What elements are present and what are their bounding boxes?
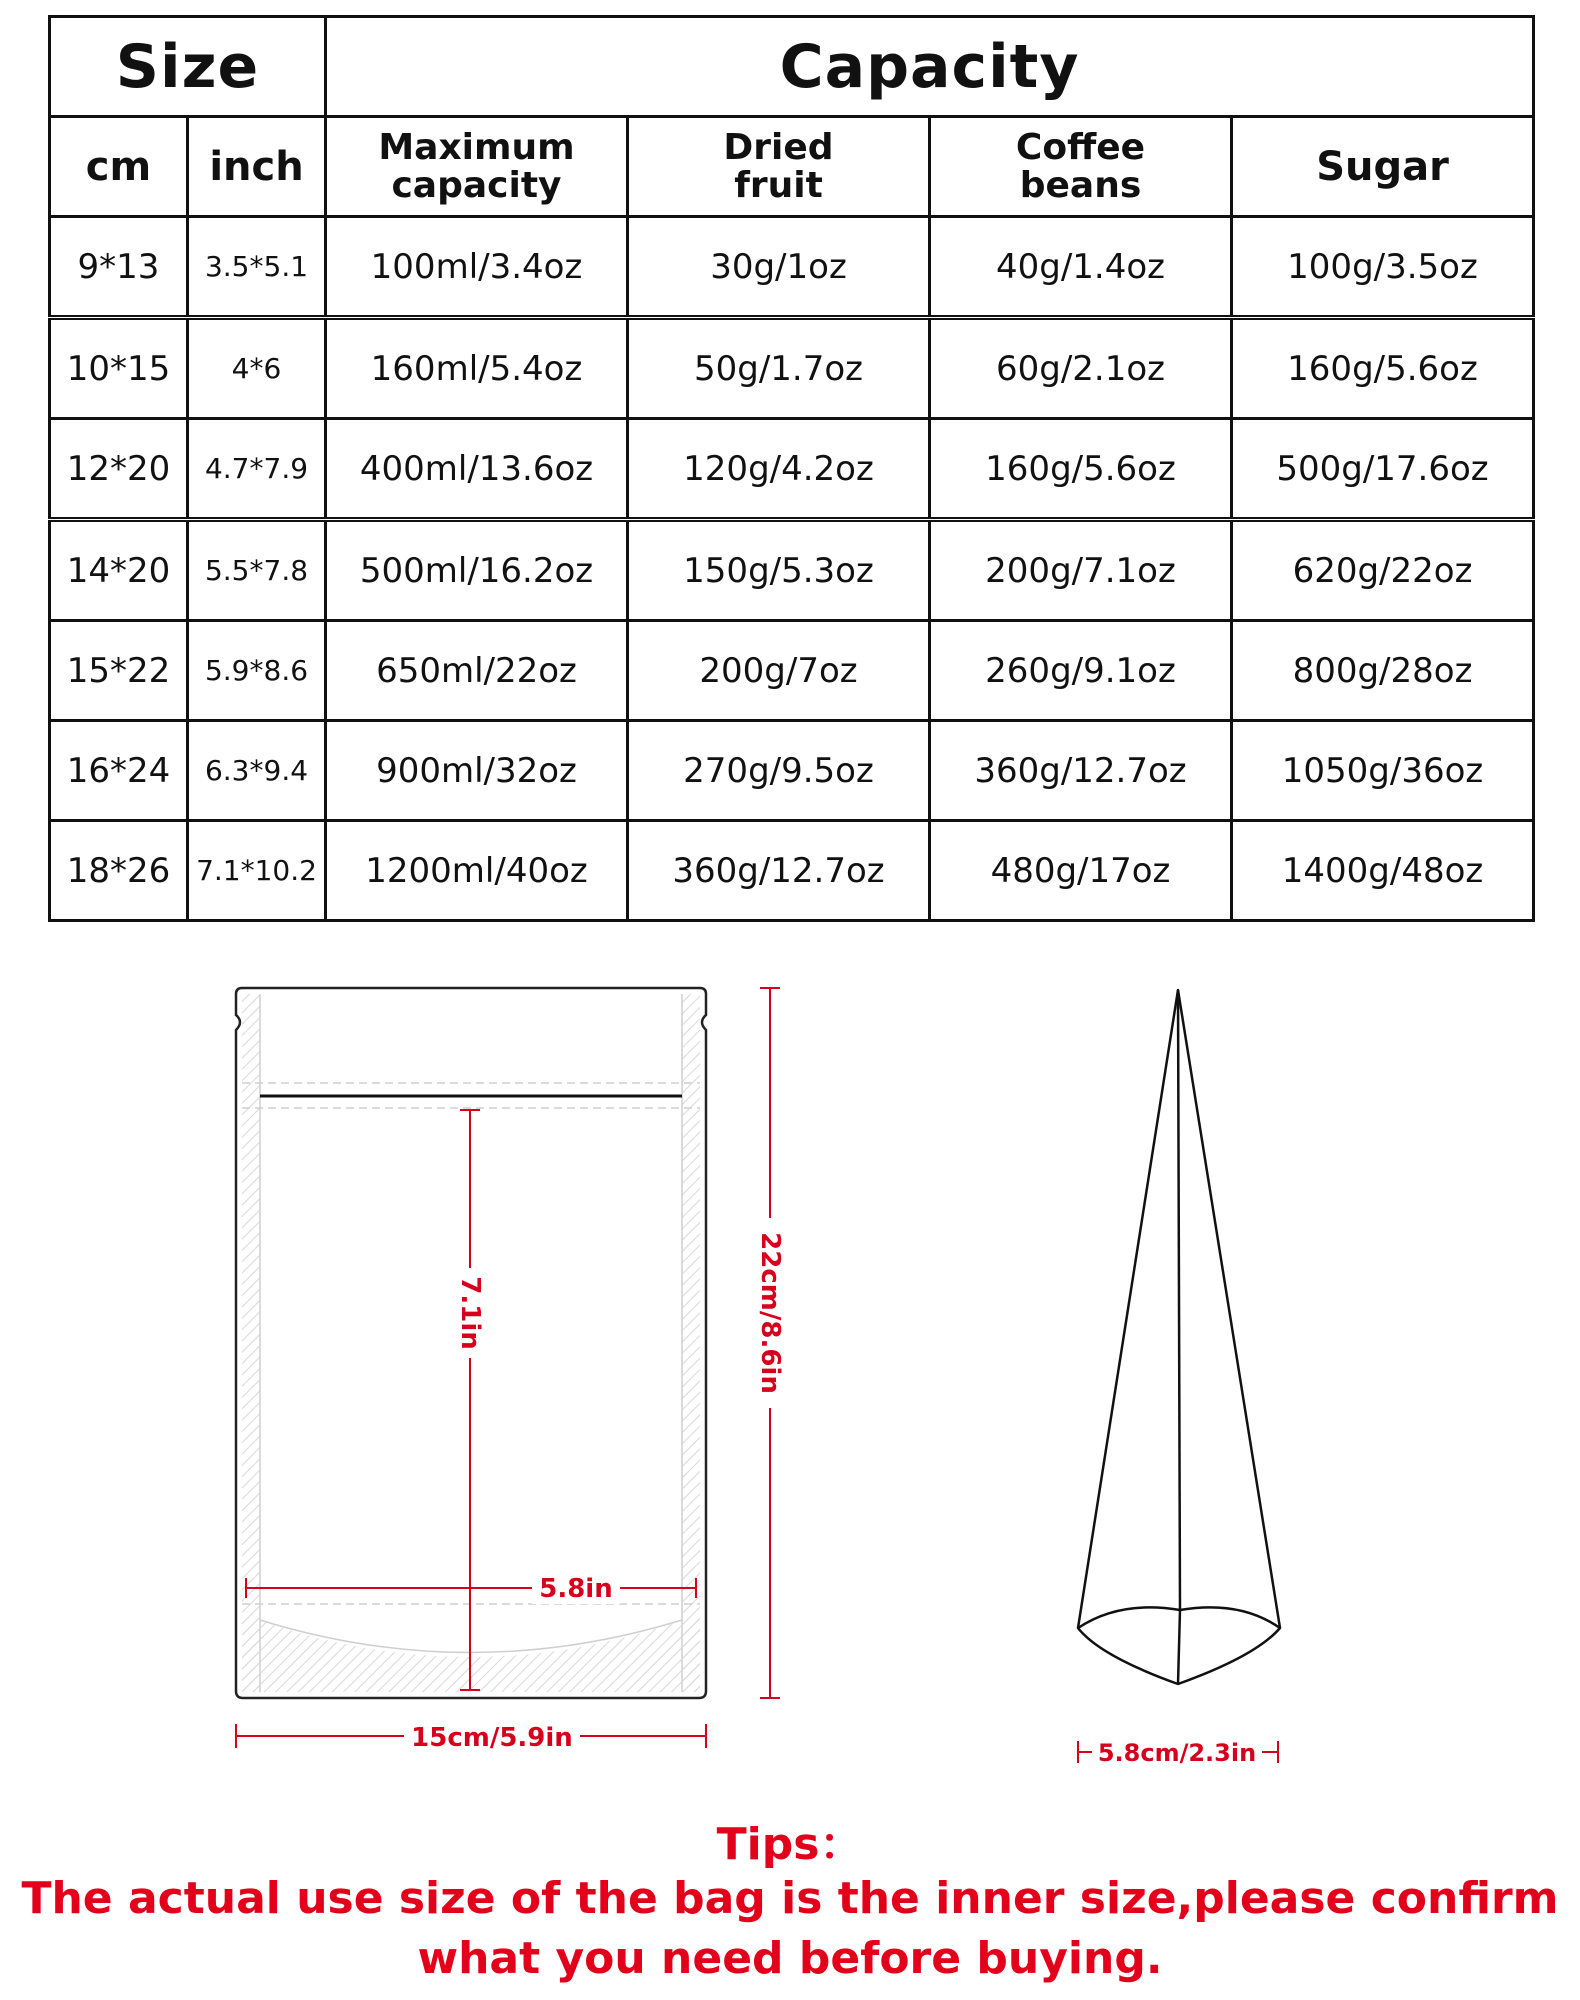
inch-cell: 5.5*7.8 bbox=[188, 520, 326, 621]
cm-cell: 15*22 bbox=[50, 621, 188, 721]
bag-side-outline bbox=[1078, 990, 1280, 1684]
coffee-cell: 260g/9.1oz bbox=[930, 621, 1232, 721]
max-cell: 160ml/5.4oz bbox=[326, 318, 628, 419]
dried-fruit-header: Dried fruit bbox=[628, 117, 930, 217]
coffee-cell: 480g/17oz bbox=[930, 821, 1232, 921]
cm-cell: 9*13 bbox=[50, 217, 188, 318]
cm-cell: 10*15 bbox=[50, 318, 188, 419]
bag-dimension-diagram bbox=[0, 960, 1580, 1780]
max-cell: 1200ml/40oz bbox=[326, 821, 628, 921]
inch-cell: 6.3*9.4 bbox=[188, 721, 326, 821]
coffee-cell: 200g/7.1oz bbox=[930, 520, 1232, 621]
capacity-table bbox=[48, 15, 1535, 922]
inch-cell: 3.5*5.1 bbox=[188, 217, 326, 318]
cm-header: cm bbox=[50, 117, 188, 217]
sugar-cell: 1050g/36oz bbox=[1232, 721, 1534, 821]
gusset-dimension bbox=[1078, 1736, 1278, 1768]
coffee-cell: 360g/12.7oz bbox=[930, 721, 1232, 821]
table-row bbox=[50, 318, 1534, 419]
sugar-cell: 500g/17.6oz bbox=[1232, 419, 1534, 520]
cm-cell: 18*26 bbox=[50, 821, 188, 921]
cm-cell: 14*20 bbox=[50, 520, 188, 621]
max-cell: 100ml/3.4oz bbox=[326, 217, 628, 318]
dried-cell: 150g/5.3oz bbox=[628, 520, 930, 621]
inch-header: inch bbox=[188, 117, 326, 217]
sugar-cell: 100g/3.5oz bbox=[1232, 217, 1534, 318]
inch-cell: 4.7*7.9 bbox=[188, 419, 326, 520]
dried-cell: 50g/1.7oz bbox=[628, 318, 930, 419]
sugar-header: Sugar bbox=[1232, 117, 1534, 217]
outer-width-dimension bbox=[236, 1720, 706, 1754]
sugar-cell: 800g/28oz bbox=[1232, 621, 1534, 721]
inch-cell: 7.1*10.2 bbox=[188, 821, 326, 921]
sugar-cell: 1400g/48oz bbox=[1232, 821, 1534, 921]
table-row bbox=[50, 419, 1534, 520]
dried-cell: 360g/12.7oz bbox=[628, 821, 930, 921]
max-cell: 500ml/16.2oz bbox=[326, 520, 628, 621]
capacity-header: Capacity bbox=[326, 17, 1534, 117]
table-row bbox=[50, 821, 1534, 921]
dried-cell: 30g/1oz bbox=[628, 217, 930, 318]
sugar-cell: 620g/22oz bbox=[1232, 520, 1534, 621]
inner-height-label: 7.1in bbox=[455, 1276, 485, 1350]
tips-line-2: what you need before buying. bbox=[417, 1933, 1163, 1984]
dried-cell: 200g/7oz bbox=[628, 621, 930, 721]
inner-width-label: 5.8in bbox=[539, 1574, 613, 1604]
coffee-beans-header: Coffee beans bbox=[930, 117, 1232, 217]
inch-cell: 5.9*8.6 bbox=[188, 621, 326, 721]
max-capacity-header: Maximum capacity bbox=[326, 117, 628, 217]
table-row bbox=[50, 621, 1534, 721]
outer-height-dimension bbox=[752, 988, 788, 1698]
gusset-label: 5.8cm/2.3in bbox=[1097, 1739, 1257, 1767]
tips-title: Tips： bbox=[716, 1819, 864, 1870]
tips-line-1: The actual use size of the bag is the inner size,please confirm bbox=[21, 1873, 1559, 1924]
inch-cell: 4*6 bbox=[188, 318, 326, 419]
cm-cell: 12*20 bbox=[50, 419, 188, 520]
table-row bbox=[50, 520, 1534, 621]
sugar-cell: 160g/5.6oz bbox=[1232, 318, 1534, 419]
table-row bbox=[50, 217, 1534, 318]
dried-cell: 270g/9.5oz bbox=[628, 721, 930, 821]
outer-height-label: 22cm/8.6in bbox=[755, 1232, 785, 1394]
coffee-cell: 60g/2.1oz bbox=[930, 318, 1232, 419]
size-header: Size bbox=[50, 17, 326, 117]
dried-cell: 120g/4.2oz bbox=[628, 419, 930, 520]
coffee-cell: 160g/5.6oz bbox=[930, 419, 1232, 520]
max-cell: 650ml/22oz bbox=[326, 621, 628, 721]
coffee-cell: 40g/1.4oz bbox=[930, 217, 1232, 318]
cm-cell: 16*24 bbox=[50, 721, 188, 821]
outer-width-label: 15cm/5.9in bbox=[411, 1723, 573, 1753]
max-cell: 900ml/32oz bbox=[326, 721, 628, 821]
table-row bbox=[50, 721, 1534, 821]
max-cell: 400ml/13.6oz bbox=[326, 419, 628, 520]
